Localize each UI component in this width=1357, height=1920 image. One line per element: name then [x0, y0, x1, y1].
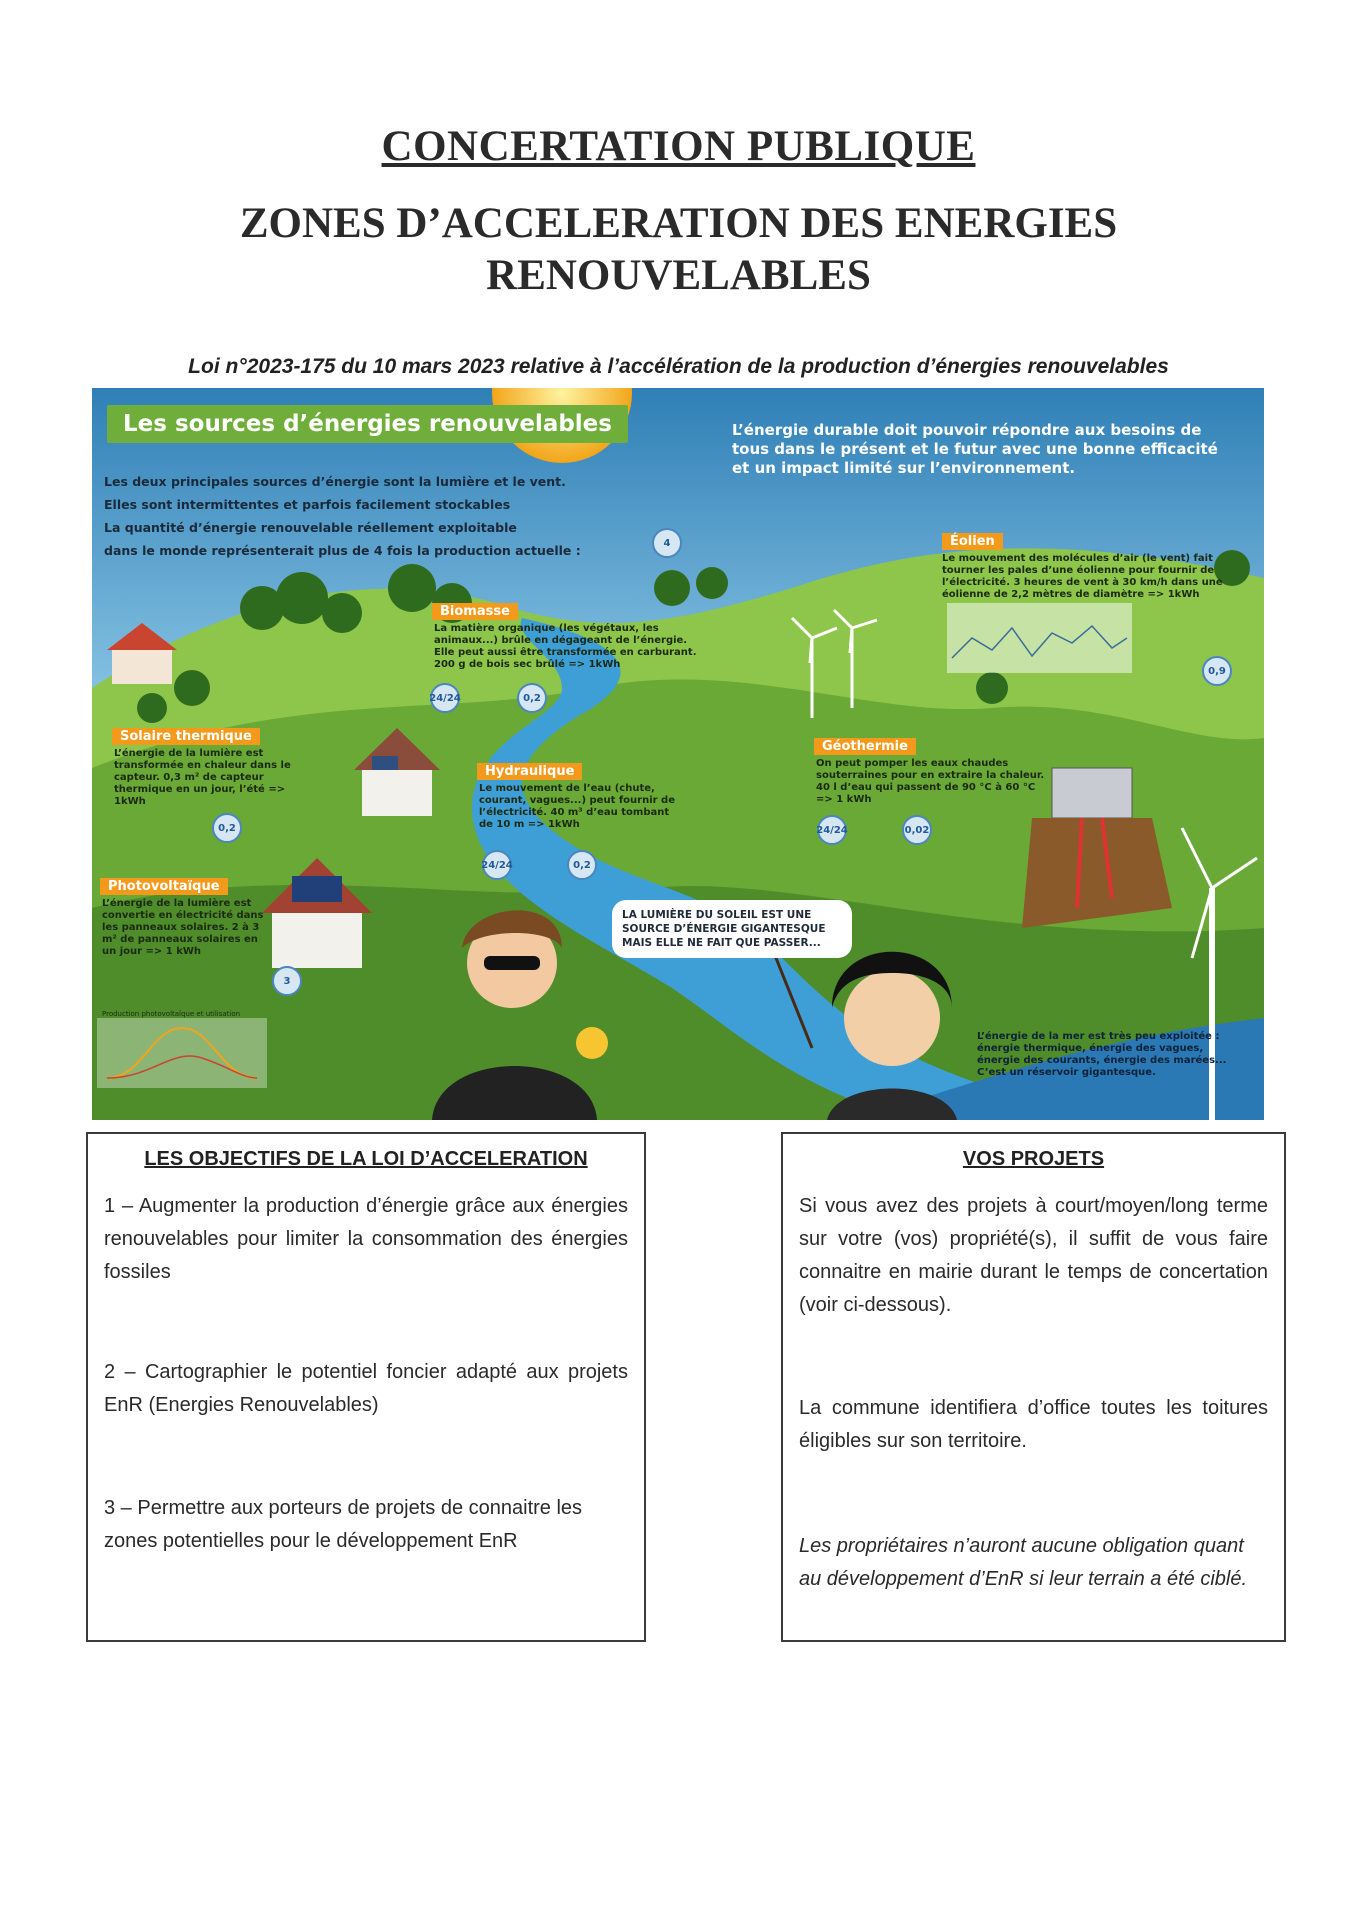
intro-line-3: La quantité d’énergie renouvelable réellement exploitable	[104, 520, 517, 535]
desc-photovoltaique: L’énergie de la lumière est convertie en électricité dans les panneaux solaires. 2 à 3 m² de panneaux solaires en un jour => 1 kWh	[102, 898, 264, 957]
desc-biomasse: La matière organique (les végétaux, les animaux...) brûle en dégageant de l’énergie. Elle peut aussi être transformée en carburant. 200 g de bois sec brûlé => 1kWh	[434, 623, 697, 670]
poster-intro	[104, 470, 664, 562]
badge-24-hydraulique: 24/24	[482, 850, 512, 880]
desc-solaire-thermique: L’énergie de la lumière est transformée en chaleur dans le capteur. 0,3 m² de capteur thermique en un jour, l’été => 1kWh	[114, 748, 291, 807]
objectif-2: 2 – Cartographier le potentiel foncier adapté aux projets EnR (Energies Renouvelables)	[104, 1361, 628, 1416]
page-subtitle: ZONES D’ACCELERATION DES ENERGIES RENOUVELABLES	[239, 200, 1118, 299]
badge-24-biomasse: 24/24	[430, 683, 460, 713]
label-eolien: Éolien	[942, 533, 1003, 550]
desc-hydraulique: Le mouvement de l’eau (chute, courant, vagues...) peut fournir de l’électricité. 40 m³ d’eau tombant de 10 m => 1kWh	[479, 783, 675, 830]
label-solaire-thermique: Solaire thermique	[112, 728, 260, 745]
projets-title: VOS PROJETS	[962, 1148, 1105, 1170]
label-biomasse: Biomasse	[432, 603, 518, 620]
intro-line-1: Les deux principales sources d’énergie sont la lumière et le vent.	[104, 474, 566, 489]
label-hydraulique: Hydraulique	[477, 763, 582, 780]
pv-chart-title: Production photovoltaïque et utilisation	[102, 1010, 241, 1018]
desc-geothermie: On peut pomper les eaux chaudes souterraines pour en extraire la chaleur. 40 l d’eau qui passent de 90 °C à 60 °C => 1 kWh	[816, 758, 1045, 805]
badge-eolien: 0,9	[1202, 656, 1232, 686]
label-geothermie: Géothermie	[814, 738, 916, 755]
projets-box	[781, 1132, 1286, 1642]
badge-geothermie: 0,02	[902, 815, 932, 845]
label-photovoltaique: Photovoltaïque	[100, 878, 228, 895]
badge-biomasse: 0,2	[517, 683, 547, 713]
badge-4: 4	[652, 528, 682, 558]
law-reference: Loi n°2023-175 du 10 mars 2023 relative à l’accélération de la production d’énergies renouvelables	[188, 355, 1169, 378]
intro-line-4: dans le monde représenterait plus de 4 fois la production actuelle :	[104, 543, 581, 558]
badge-solaire-thermique: 0,2	[212, 813, 242, 843]
poster-title: Les sources d’énergies renouvelables	[107, 405, 628, 443]
projets-paragraph-3: Les propriétaires n’auront aucune obligation quant au développement d’EnR si leur terrain a été ciblé.	[799, 1535, 1248, 1590]
speech-bubble: LA LUMIÈRE DU SOLEIL EST UNE SOURCE D’ÉNERGIE GIGANTESQUE MAIS ELLE NE FAIT QUE PASSER...	[612, 900, 852, 958]
projets-paragraph-1: Si vous avez des projets à court/moyen/long terme sur votre (vos) propriété(s), il suffit de vous faire connaitre en mairie durant le temps de concertation (voir ci-dessous).	[799, 1195, 1268, 1316]
objectifs-box	[86, 1132, 646, 1642]
badge-photovoltaique: 3	[272, 966, 302, 996]
page-title: CONCERTATION PUBLIQUE	[381, 123, 976, 170]
durable-text: L’énergie durable doit pouvoir répondre aux besoins de tous dans le présent et le futur avec une bonne efficacité et un impact limité sur l’environnement.	[732, 421, 1218, 477]
objectif-3: 3 – Permettre aux porteurs de projets de connaitre les zones potentielles pour le développement EnR	[104, 1497, 583, 1552]
objectif-1: 1 – Augmenter la production d’énergie grâce aux énergies renouvelables pour limiter la consommation des énergies fossiles	[104, 1195, 628, 1283]
objectifs-title: LES OBJECTIFS DE LA LOI D’ACCELERATION	[144, 1148, 588, 1170]
mer-text: L’énergie de la mer est très peu exploitée : énergie thermique, énergie des vagues, énergie des courants, énergie des marées... C’est un réservoir gigantesque.	[977, 1031, 1227, 1078]
projets-paragraph-2: La commune identifiera d’office toutes les toitures éligibles sur son territoire.	[799, 1397, 1268, 1452]
desc-eolien: Le mouvement des molécules d’air (le vent) fait tourner les pales d’une éolienne pour fournir de l’électricité. 3 heures de vent à 30 km/h dans une éolienne de 2,2 mètres de diamètre => 1kWh	[942, 553, 1223, 600]
badge-hydraulique: 0,2	[567, 850, 597, 880]
intro-line-2: Elles sont intermittentes et parfois facilement stockables	[104, 497, 511, 512]
badge-24-geothermie: 24/24	[817, 815, 847, 845]
renewable-energy-poster	[92, 388, 1264, 1120]
